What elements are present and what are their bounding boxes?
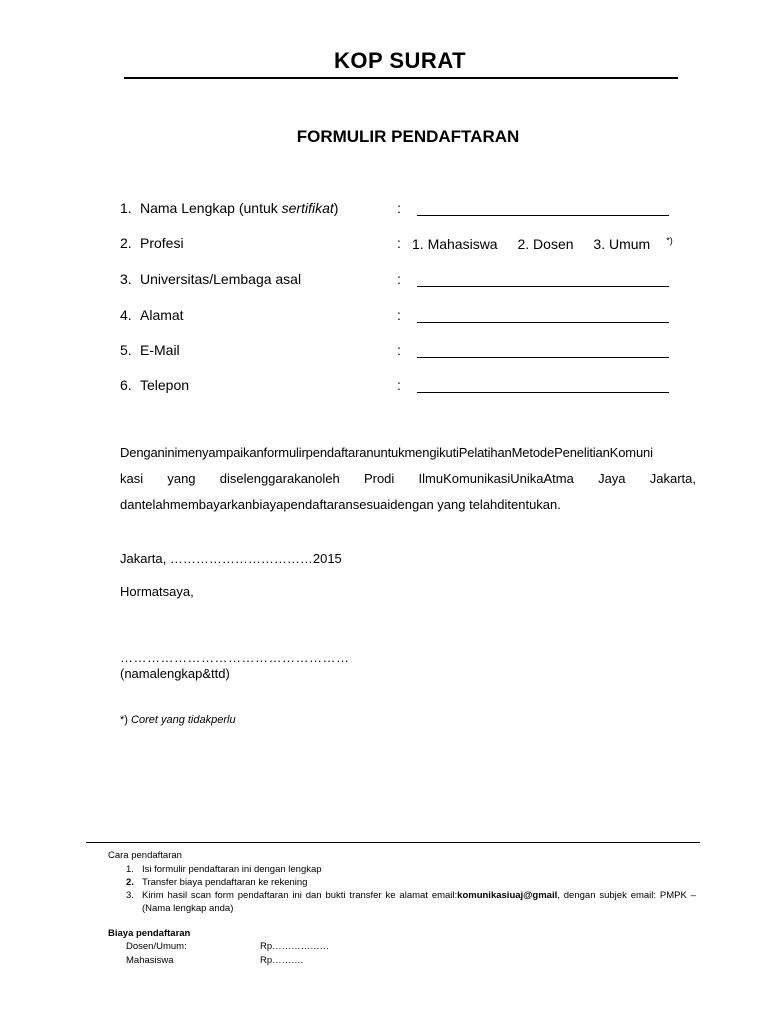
field-colon: : (397, 235, 401, 251)
instruction-step: 3. Kirim hasil scan form pendaftaran ini dan bukti transfer ke alamat email:komunikasiuaj@gmail, dengan subjek email: PMPK – (Nama lengkap anda) (126, 890, 697, 914)
footer-divider (86, 842, 700, 843)
footnote-mark: *) (120, 714, 128, 726)
field-colon: : (397, 271, 401, 287)
field-number: 4. (120, 307, 132, 323)
field-number: 2. (120, 235, 132, 251)
field-label: Universitas/Lembaga asal (140, 271, 302, 287)
field-telepon (120, 377, 680, 399)
universitas-blank-line[interactable] (417, 286, 669, 287)
footnote-text: Coret yang tidakperlu (131, 714, 236, 726)
fees-title: Biaya pendaftaran (108, 928, 191, 939)
option-mahasiswa[interactable]: 1. Mahasiswa (412, 235, 498, 252)
instructions-title: Cara pendaftaran (108, 850, 182, 861)
fee-label: Dosen/Umum: (126, 941, 187, 952)
alamat-blank-line[interactable] (417, 322, 669, 323)
field-colon: : (397, 342, 401, 358)
field-label: Alamat (140, 307, 184, 323)
signature-name-hint: (namalengkap&ttd) (120, 666, 230, 681)
option-footnote-mark: *) (666, 235, 673, 245)
declaration-line: kasi yang diselenggarakanoleh Prodi IlmuKomunikasiUnikaAtma Jaya Jakarta, (120, 471, 696, 486)
field-universitas (120, 271, 680, 293)
form-title: FORMULIR PENDAFTARAN (296, 127, 520, 146)
fee-value: Rp………. (260, 955, 304, 966)
declaration-paragraph (120, 440, 696, 518)
contact-email: komunikasiuaj@gmail (457, 890, 558, 901)
field-number: 6. (120, 377, 132, 393)
nama-lengkap-blank-line[interactable] (417, 215, 669, 216)
declaration-line: dantelahmembayarkanbiayapendaftaransesuaidengan yang telahditentukan. (120, 497, 561, 512)
field-email (120, 342, 680, 364)
fee-label: Mahasiswa (126, 955, 174, 966)
field-label: E-Mail (140, 342, 180, 358)
field-label: Nama Lengkap (untuk sertifikat) (140, 200, 339, 216)
declaration-line: DenganinimenyampaikanformulirpendaftaranuntukmengikutiPelatihanMetodePenelitianKomuni (120, 445, 653, 460)
signature-line: …………………………………………… (120, 650, 350, 665)
field-colon: : (397, 377, 401, 393)
fee-value: Rp……………… (260, 941, 330, 952)
field-colon: : (397, 307, 401, 323)
field-number: 1. (120, 200, 132, 216)
option-umum[interactable]: 3. Umum *) (593, 235, 673, 252)
email-blank-line[interactable] (417, 357, 669, 358)
salutation: Hormatsaya, (120, 584, 194, 599)
field-alamat (120, 307, 680, 329)
telepon-blank-line[interactable] (417, 392, 669, 393)
profesi-options (412, 235, 673, 252)
letterhead-divider (124, 77, 678, 79)
field-label: Profesi (140, 235, 184, 251)
option-dosen[interactable]: 2. Dosen (517, 235, 574, 252)
field-label: Telepon (140, 377, 190, 393)
field-nama-lengkap (120, 200, 680, 222)
field-profesi (120, 235, 680, 257)
letterhead-title: KOP SURAT (333, 48, 467, 73)
field-number: 5. (120, 342, 132, 358)
footnote (120, 714, 236, 726)
field-colon: : (397, 200, 401, 216)
date-line: Jakarta, ……………………………2015 (120, 551, 342, 566)
field-number: 3. (120, 271, 132, 287)
